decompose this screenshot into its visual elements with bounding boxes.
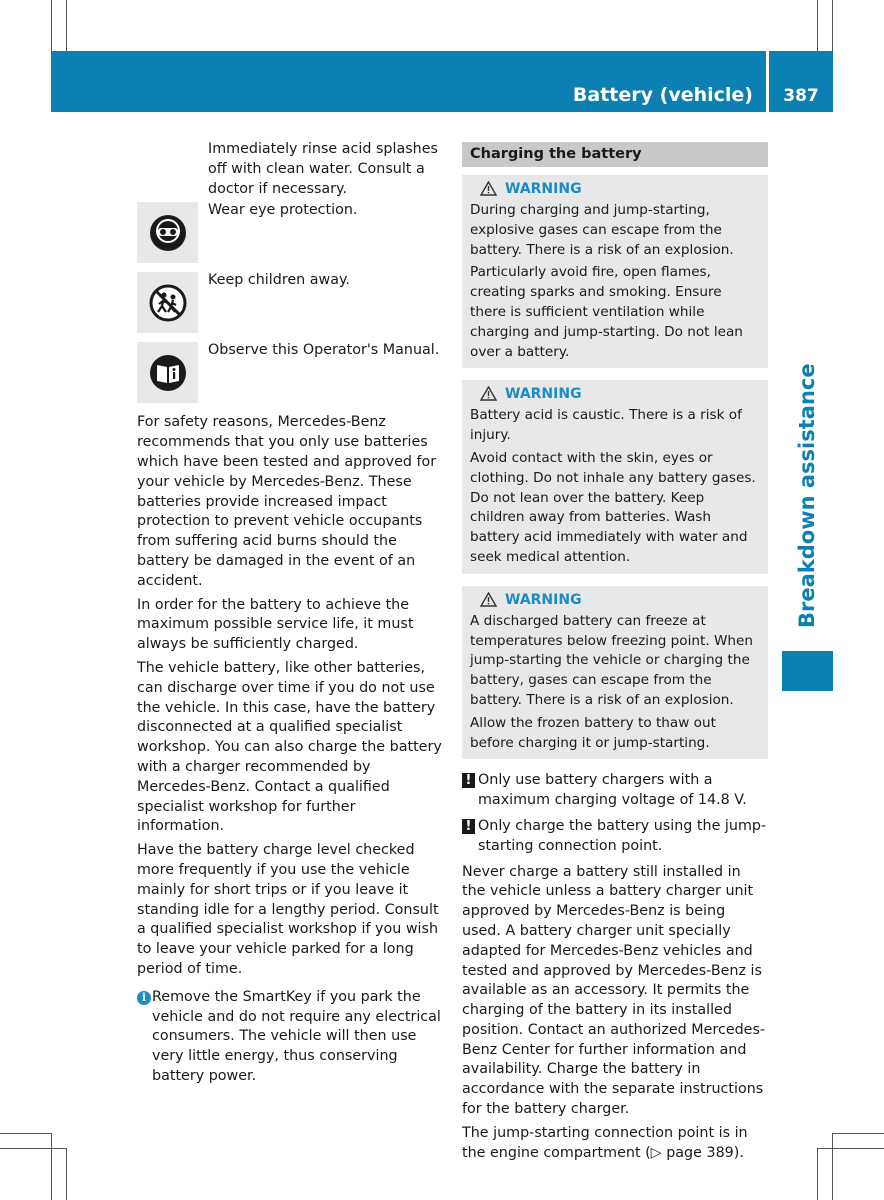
chapter-tab [782, 112, 833, 690]
warning-triangle-icon [480, 386, 497, 401]
body-paragraph: Never charge a battery still installed in the vehicle unless a battery charger unit approved by Mercedes-Benz is being used. A battery charger unit specially adapted for Mercedes-Benz vehicles and tested and approved by Mercedes-Benz is available as an accessory. It permits the charging of the battery in its installed position. Contact an authorized Mercedes-Benz Center for further information and availability. Charge the battery in accordance with the separate instructions for the battery charger. [462, 863, 766, 1118]
chapter-marker [782, 651, 833, 691]
warning-triangle-icon [480, 592, 497, 607]
warning-text: During charging and jump-starting, explosive gases can escape from the battery. There is a risk of an explosion. [470, 202, 734, 258]
chapter-tab-label: Breakdown assistance [795, 363, 819, 628]
crop-mark [0, 1148, 66, 1149]
page-title: Battery (vehicle) [572, 84, 753, 106]
warning-box [462, 380, 768, 573]
icon-row [137, 202, 443, 265]
body-paragraph: The jump-starting connection point is in the engine compartment (▷ page 389). [462, 1124, 748, 1161]
crop-mark [51, 0, 52, 51]
caution-icon: ! [462, 773, 475, 788]
icon-row [137, 272, 443, 335]
caution-note [462, 817, 768, 857]
warning-text: Battery acid is caustic. There is a risk of injury. [470, 407, 742, 444]
left-column [137, 140, 443, 1087]
warning-label: WARNING [505, 181, 582, 197]
warning-triangle-icon [480, 181, 497, 196]
warning-label: WARNING [505, 591, 582, 608]
crop-mark [832, 1133, 884, 1134]
crop-mark [832, 0, 833, 51]
icon-row-text: Observe this Operator's Manual. [208, 342, 440, 359]
body-paragraph: For safety reasons, Mercedes-Benz recommends that you only use batteries which have been tested and approved for your vehicle by Mercedes-Benz. These batteries provide increased impact protection to prevent vehicle occupants from suffering acid burns should the battery be damaged in the event of an accident. [137, 414, 437, 589]
icon-row-text: Wear eye protection. [208, 202, 358, 219]
operators-manual-icon [137, 342, 198, 403]
info-note [137, 988, 443, 1087]
caution-note-text: Only charge the battery using the jump-starting connection point. [478, 817, 767, 854]
info-icon: i [137, 991, 151, 1005]
warning-heading [480, 179, 760, 199]
warning-box [462, 175, 768, 368]
section-heading: Charging the battery [462, 142, 768, 167]
info-note-text: Remove the SmartKey if you park the vehicle and do not require any electrical consumers. The vehicle will then use very little energy, thus conserving battery power. [152, 988, 441, 1084]
crop-mark [0, 1133, 51, 1134]
caution-note [462, 771, 768, 811]
body-paragraph: In order for the battery to achieve the maximum possible service life, it must always be sufficiently charged. [137, 596, 414, 653]
icon-row [137, 342, 443, 405]
warning-text: Particularly avoid fire, open flames, creating sparks and smoking. Ensure there is sufficient ventilation while charging and jump-starting. Do not lean over a battery. [470, 264, 743, 360]
page-number: 387 [783, 86, 819, 106]
crop-mark [817, 1148, 884, 1149]
crop-mark [51, 1133, 52, 1200]
eye-protection-icon [137, 202, 198, 263]
warning-text: Allow the frozen battery to thaw out before charging it or jump-starting. [470, 714, 716, 751]
caution-note-text: Only use battery chargers with a maximum charging voltage of 14.8 V. [478, 772, 747, 809]
icon-row-text: Keep children away. [208, 272, 350, 289]
body-paragraph: Have the battery charge level checked more frequently if you use the vehicle mainly for short trips or if you leave it standing idle for a lengthy period. Consult a qualified specialist workshop if you wish to leave your vehicle parked for a long period of time. [137, 842, 439, 977]
right-column [462, 142, 768, 1163]
acid-rinse-text: Immediately rinse acid splashes off with clean water. Consult a doctor if necessary. [208, 141, 438, 197]
warning-heading [480, 384, 760, 404]
crop-mark [66, 1148, 67, 1200]
warning-heading [480, 590, 760, 610]
page-header [51, 51, 833, 112]
crop-mark [832, 1133, 833, 1200]
keep-children-away-icon [137, 272, 198, 333]
warning-text: Avoid contact with the skin, eyes or clothing. Do not inhale any battery gases. Do not lean over the battery. Keep children away from batteries. Wash battery acid immediately with water and seek medical attention. [470, 449, 756, 565]
warning-text: A discharged battery can freeze at temperatures below freezing point. When jump-starting the vehicle or charging the battery, gases can escape from the battery. There is a risk of an explosion. [470, 612, 753, 708]
body-paragraph: The vehicle battery, like other batteries, can discharge over time if you do not use the vehicle. In this case, have the battery disconnected at a qualified specialist workshop. You can also charge the battery with a charger recommended by Mercedes-Benz. Contact a qualified specialist workshop for further information. [137, 659, 442, 835]
crop-mark [817, 1148, 818, 1200]
caution-icon: ! [462, 819, 475, 834]
warning-box [462, 586, 768, 760]
warning-label: WARNING [505, 386, 582, 403]
crop-mark [66, 0, 67, 51]
crop-mark [817, 0, 818, 51]
